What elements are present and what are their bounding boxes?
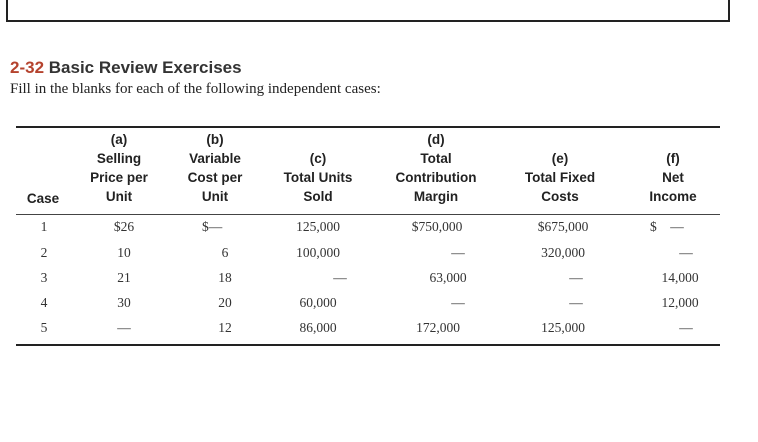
cell-units-sold: 100,000 — [296, 245, 340, 260]
cell-case: 5 — [40, 320, 48, 335]
cell-contribution-margin: 172,000 — [416, 320, 460, 335]
cell-net-income: 12,000 — [661, 295, 699, 310]
cell-contribution-margin: — — [451, 295, 465, 310]
cell-selling-price: $26 — [113, 219, 135, 234]
exercise-instructions: Fill in the blanks for each of the following independent cases: — [10, 81, 381, 97]
header-net-income: (f) Net Income — [649, 151, 697, 204]
exercise-title — [10, 58, 242, 78]
header-fixed-costs: (e) Total Fixed Costs — [524, 151, 596, 204]
header-variable-cost: (b) Variable Cost per Unit — [187, 132, 243, 204]
cell-net-income: 14,000 — [661, 270, 699, 285]
table-header-rule — [16, 214, 720, 215]
previous-exercise-box — [6, 0, 730, 22]
cell-selling-price: 30 — [117, 295, 131, 310]
exercise-title-text: Basic Review Exercises — [48, 58, 242, 77]
cell-selling-price: 10 — [117, 245, 131, 260]
cell-variable-cost: 12 — [218, 320, 232, 335]
cell-case: 4 — [40, 295, 48, 310]
cell-contribution-margin: 63,000 — [429, 270, 467, 285]
cell-contribution-margin: $750,000 — [411, 219, 463, 234]
table-top-rule — [16, 126, 720, 128]
cell-units-sold: 60,000 — [299, 295, 337, 310]
table-bottom-rule — [16, 344, 720, 346]
header-contribution-margin: (d) Total Contribution Margin — [395, 132, 477, 204]
cell-fixed-costs: 320,000 — [541, 245, 585, 260]
header-selling-price: (a) Selling Price per Unit — [90, 132, 148, 204]
cell-fixed-costs: $675,000 — [537, 219, 589, 234]
cell-net-income: — — [679, 245, 693, 260]
cell-fixed-costs: — — [569, 295, 583, 310]
cell-net-income: $ — — [650, 219, 684, 234]
header-case: Case — [26, 191, 60, 206]
cell-units-sold: — — [333, 270, 347, 285]
cell-selling-price: 21 — [117, 270, 131, 285]
cell-contribution-margin: — — [451, 245, 465, 260]
cell-case: 3 — [40, 270, 48, 285]
cell-net-income: — — [679, 320, 693, 335]
cell-selling-price: — — [117, 320, 131, 335]
cell-variable-cost: 18 — [218, 270, 232, 285]
cell-variable-cost: 20 — [218, 295, 232, 310]
cell-units-sold: 86,000 — [299, 320, 337, 335]
header-total-units: (c) Total Units Sold — [283, 151, 353, 204]
cell-fixed-costs: 125,000 — [541, 320, 585, 335]
exercise-number: 2-32 — [10, 58, 45, 77]
cell-case: 1 — [40, 219, 48, 234]
cell-fixed-costs: — — [569, 270, 583, 285]
cell-variable-cost: $— — [202, 219, 223, 234]
cell-case: 2 — [40, 245, 48, 260]
cell-units-sold: 125,000 — [296, 219, 340, 234]
cell-variable-cost: 6 — [221, 245, 229, 260]
